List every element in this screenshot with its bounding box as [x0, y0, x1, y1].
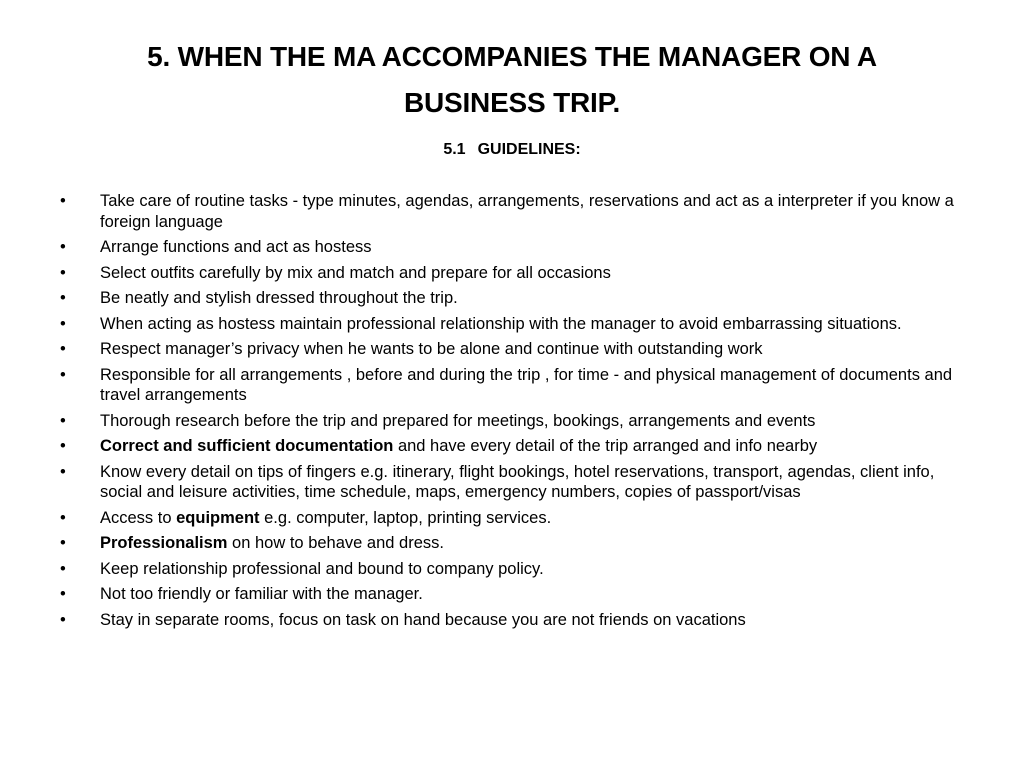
list-item-text: Thorough research before the trip and prepared for meetings, bookings, arrangements and events — [100, 411, 816, 430]
list-item-text: and have every detail of the trip arranged and info nearby — [393, 437, 818, 455]
list-item — [60, 191, 970, 232]
bullet-marker: • — [60, 314, 66, 333]
slide-title: 5. WHEN THE MA ACCOMPANIES THE MANAGER ON A BUSINESS TRIP. — [147, 41, 877, 118]
list-item-emphasis: Correct and sufficient documentation — [100, 437, 394, 455]
list-item — [60, 288, 970, 309]
bullet-marker: • — [60, 462, 66, 481]
list-item-text: e.g. computer, laptop, printing services. — [259, 508, 552, 527]
list-item-text: Respect manager’s privacy when he wants to be alone and continue with outstanding work — [100, 340, 763, 358]
list-item-text: When acting as hostess maintain professional relationship with the manager to avoid embarrassing situations. — [100, 314, 902, 333]
bullet-marker: • — [60, 340, 66, 358]
list-item-text: Arrange functions and act as hostess — [100, 238, 372, 256]
bullet-marker: • — [60, 263, 66, 282]
guidelines-list — [60, 191, 970, 635]
list-item-text: Be neatly and stylish dressed throughout the trip. — [100, 289, 458, 307]
list-item — [60, 339, 970, 360]
bullet-marker: • — [60, 585, 66, 603]
list-item-prefix: Access to — [100, 508, 177, 527]
bullet-marker: • — [60, 365, 66, 384]
bullet-marker: • — [60, 411, 66, 430]
list-item — [60, 436, 970, 457]
list-item-text: Not too friendly or familiar with the manager. — [100, 585, 423, 603]
section-heading-text: GUIDELINES: — [477, 141, 581, 158]
bullet-marker: • — [60, 289, 66, 307]
bullet-marker: • — [60, 192, 66, 210]
list-item — [60, 559, 970, 580]
list-item — [60, 584, 970, 605]
list-item — [60, 365, 970, 406]
list-item — [60, 314, 970, 335]
list-item — [60, 610, 970, 631]
bullet-marker: • — [60, 508, 66, 527]
bullet-marker: • — [60, 437, 66, 455]
list-item — [60, 462, 970, 503]
list-item-text: Select outfits carefully by mix and match and prepare for all occasions — [100, 263, 611, 282]
section-number: 5.1 — [443, 141, 466, 158]
list-item-text: Responsible for all arrangements , before and during the trip , for time - and physical management of documents and travel arrangements — [100, 365, 953, 404]
list-item — [60, 533, 970, 554]
bullet-marker: • — [60, 559, 66, 578]
section-heading — [0, 140, 1024, 160]
bullet-marker: • — [60, 534, 66, 552]
list-item — [60, 411, 970, 432]
bullet-marker: • — [60, 238, 66, 256]
list-item-text: on how to behave and dress. — [227, 534, 444, 552]
list-item-text: Take care of routine tasks - type minutes, agendas, arrangements, reservations and act as a interpreter if you know a foreign language — [100, 192, 954, 231]
list-item — [60, 237, 970, 258]
bullet-marker: • — [60, 610, 66, 629]
list-item-emphasis: equipment — [176, 508, 260, 527]
list-item — [60, 263, 970, 284]
list-item-text: Stay in separate rooms, focus on task on hand because you are not friends on vacations — [100, 610, 746, 629]
list-item-text: Know every detail on tips of fingers e.g. itinerary, flight bookings, hotel reservations, transport, agendas, client info, social and leisure activities, time schedule, maps, emergency numbers, copies of passport/visas — [100, 462, 935, 501]
list-item — [60, 508, 970, 529]
list-item-text: Keep relationship professional and bound to company policy. — [100, 559, 544, 578]
list-item-emphasis: Professionalism — [100, 534, 228, 552]
